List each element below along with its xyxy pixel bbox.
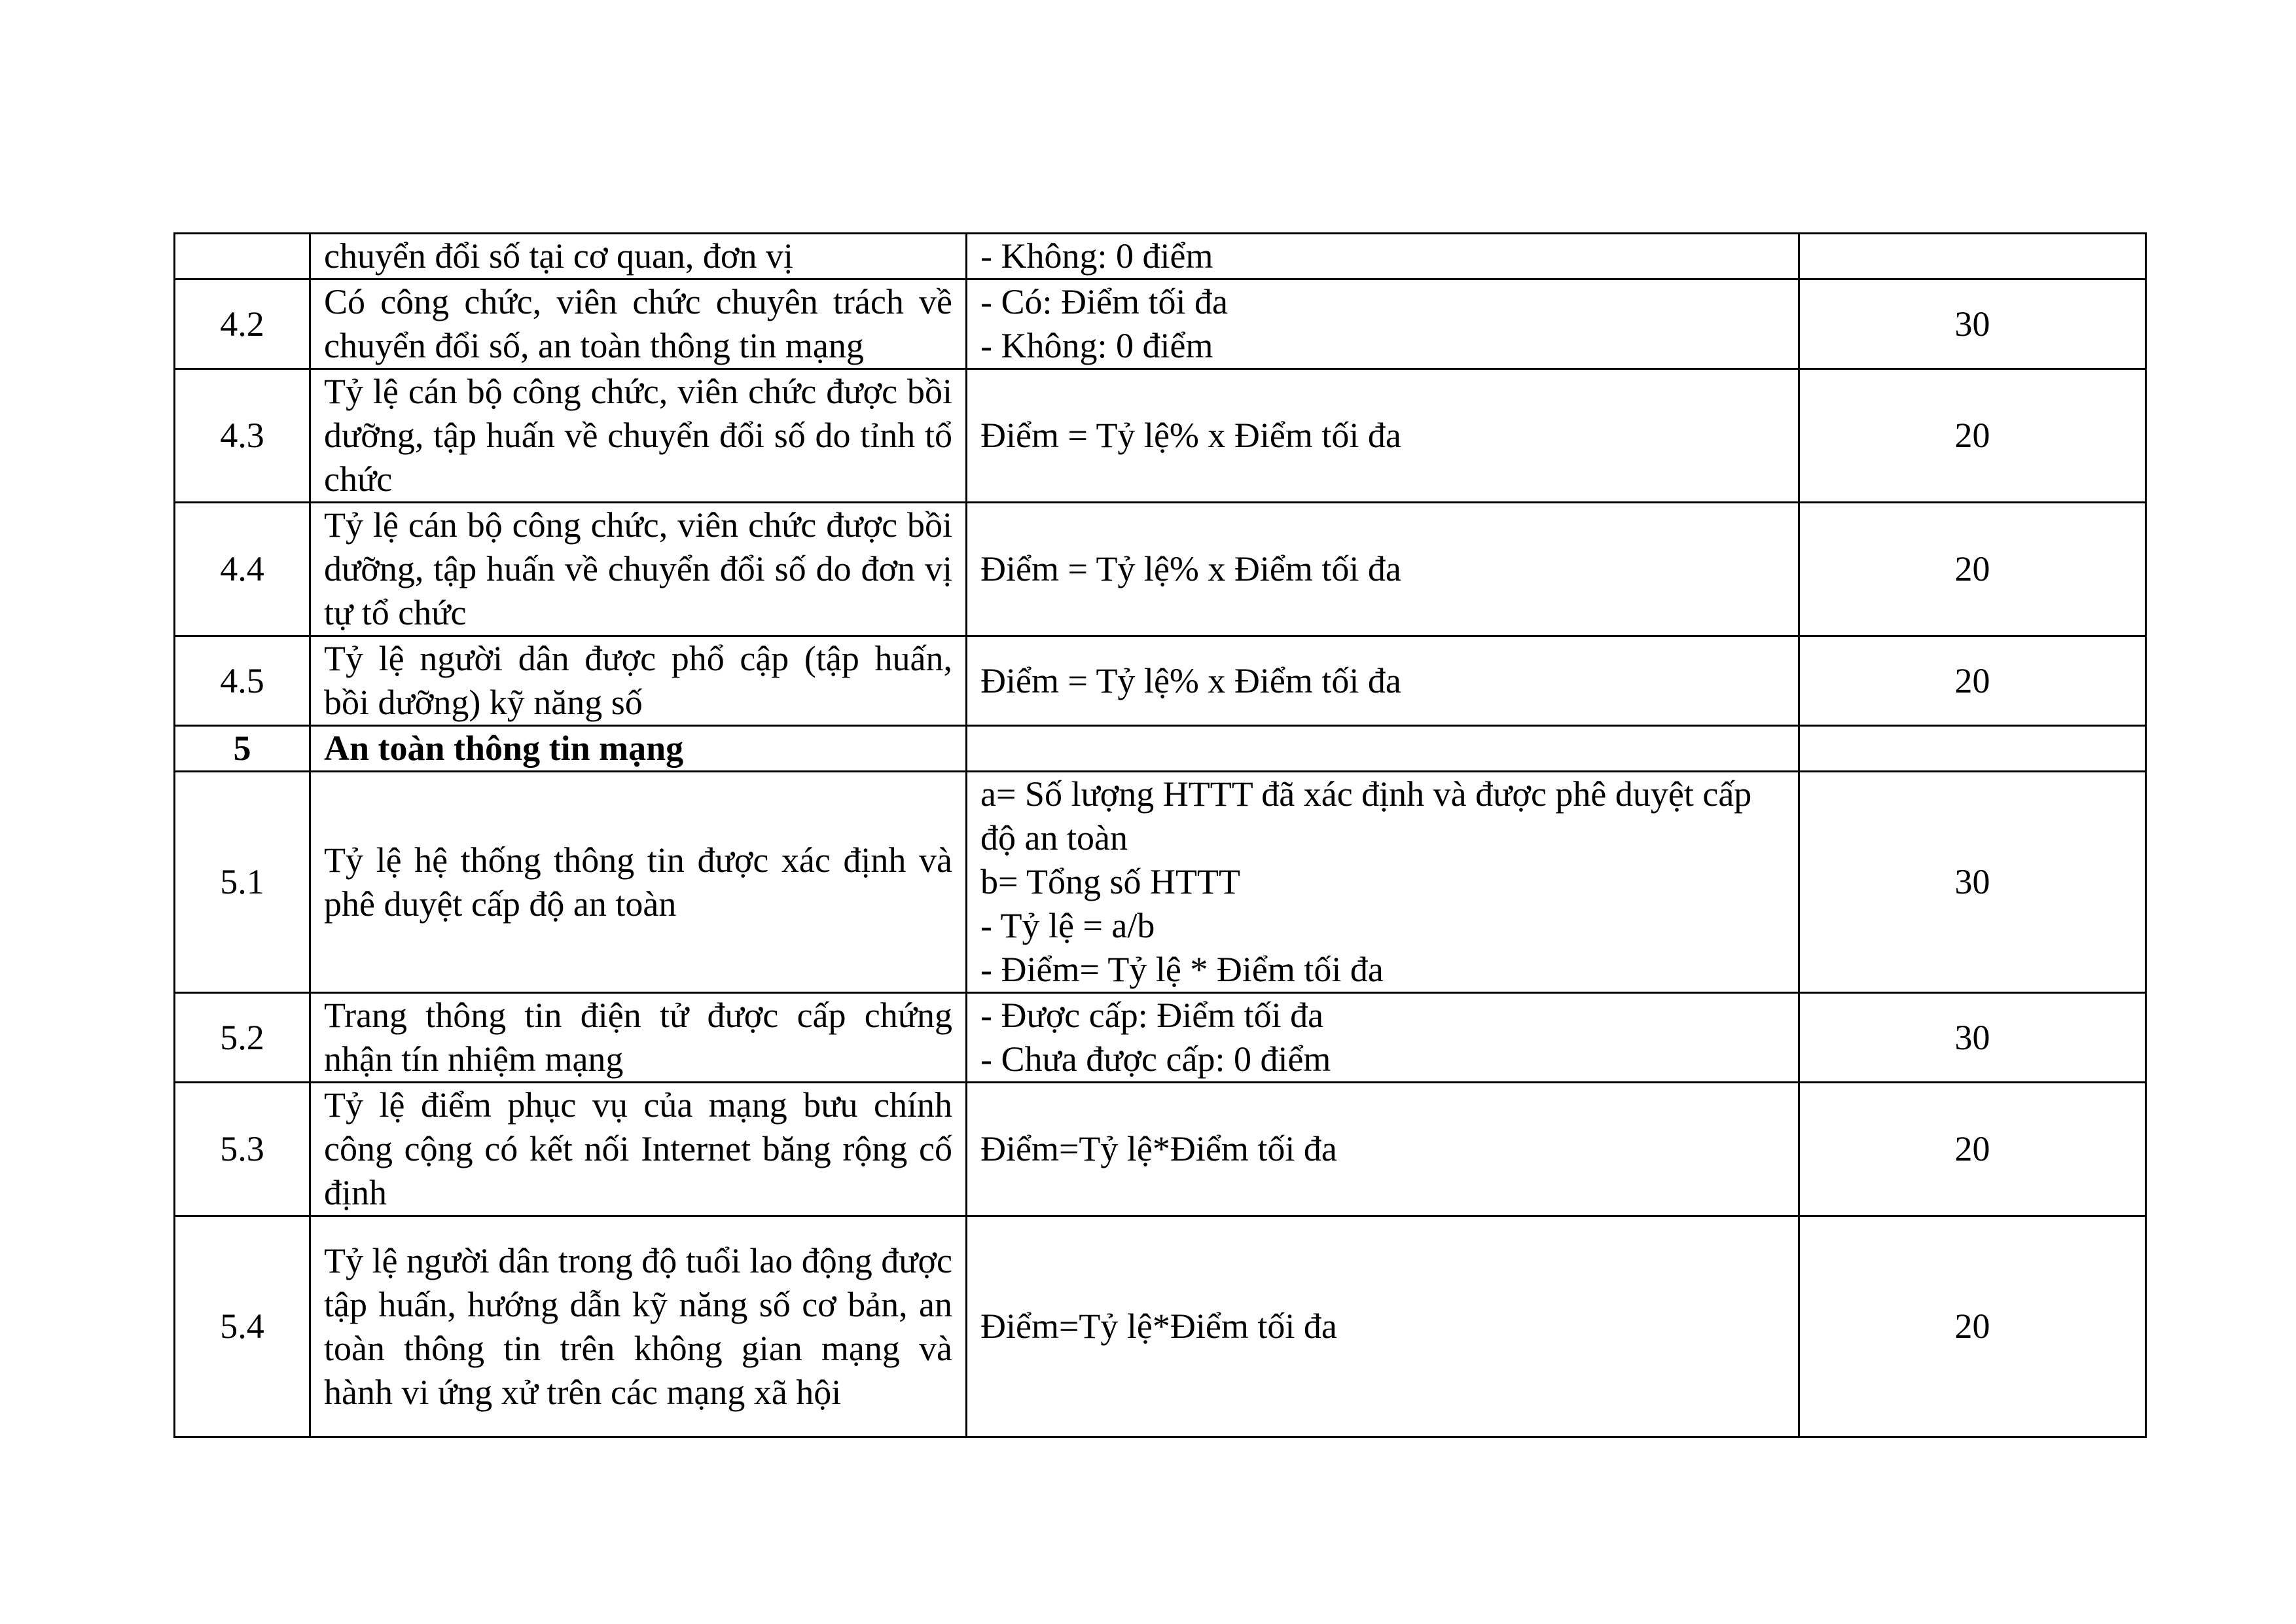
scoring-method: [967, 726, 1799, 772]
max-score: 20: [1799, 503, 2146, 636]
max-score: 20: [1799, 1083, 2146, 1216]
scoring-method: Điểm=Tỷ lệ*Điểm tối đa: [967, 1083, 1799, 1216]
criterion-name: chuyển đổi số tại cơ quan, đơn vị: [310, 234, 967, 280]
scoring-method: Điểm = Tỷ lệ% x Điểm tối đa: [967, 503, 1799, 636]
section-number: 5: [175, 726, 310, 772]
row-number: 5.3: [175, 1083, 310, 1216]
row-number: [175, 234, 310, 280]
criterion-name: Tỷ lệ cán bộ công chức, viên chức được bồi dưỡng, tập huấn về chuyển đổi số do tỉnh tổ chức: [310, 369, 967, 503]
table-row: [175, 280, 2146, 369]
row-number: 5.1: [175, 772, 310, 993]
table-row: [175, 234, 2146, 280]
max-score: [1799, 726, 2146, 772]
row-number: 5.2: [175, 993, 310, 1083]
max-score: 20: [1799, 1216, 2146, 1437]
table-row: [175, 503, 2146, 636]
criterion-name: Tỷ lệ hệ thống thông tin được xác định và phê duyệt cấp độ an toàn: [310, 772, 967, 993]
criterion-name: Tỷ lệ người dân được phổ cập (tập huấn, bồi dưỡng) kỹ năng số: [310, 636, 967, 726]
table-row: [175, 636, 2146, 726]
row-number: 5.4: [175, 1216, 310, 1437]
table-row: [175, 772, 2146, 993]
section-row: [175, 726, 2146, 772]
max-score: 30: [1799, 993, 2146, 1083]
scoring-method: Điểm = Tỷ lệ% x Điểm tối đa: [967, 636, 1799, 726]
scoring-method: Điểm = Tỷ lệ% x Điểm tối đa: [967, 369, 1799, 503]
max-score: [1799, 234, 2146, 280]
criterion-name: Có công chức, viên chức chuyên trách về chuyển đổi số, an toàn thông tin mạng: [310, 280, 967, 369]
criterion-name: Tỷ lệ người dân trong độ tuổi lao động được tập huấn, hướng dẫn kỹ năng số cơ bản, an toàn thông tin trên không gian mạng và hành vi ứng xử trên các mạng xã hội: [310, 1216, 967, 1437]
scoring-method: - Không: 0 điểm: [967, 234, 1799, 280]
row-number: 4.2: [175, 280, 310, 369]
max-score: 20: [1799, 636, 2146, 726]
table-row: [175, 1216, 2146, 1437]
scoring-method: - Có: Điểm tối đa - Không: 0 điểm: [967, 280, 1799, 369]
table-row: [175, 1083, 2146, 1216]
criterion-name: Trang thông tin điện tử được cấp chứng nhận tín nhiệm mạng: [310, 993, 967, 1083]
scoring-method: a= Số lượng HTTT đã xác định và được phê duyệt cấp độ an toàn b= Tổng số HTTT - Tỷ lệ = a/b - Điểm= Tỷ lệ * Điểm tối đa: [967, 772, 1799, 993]
max-score: 30: [1799, 280, 2146, 369]
scoring-method: Điểm=Tỷ lệ*Điểm tối đa: [967, 1216, 1799, 1437]
criterion-name: Tỷ lệ điểm phục vụ của mạng bưu chính công cộng có kết nối Internet băng rộng cố định: [310, 1083, 967, 1216]
criteria-table-body: [175, 234, 2146, 1437]
row-number: 4.4: [175, 503, 310, 636]
max-score: 30: [1799, 772, 2146, 993]
section-title: An toàn thông tin mạng: [310, 726, 967, 772]
criteria-table: [173, 232, 2147, 1438]
max-score: 20: [1799, 369, 2146, 503]
row-number: 4.5: [175, 636, 310, 726]
row-number: 4.3: [175, 369, 310, 503]
scoring-method: - Được cấp: Điểm tối đa - Chưa được cấp: 0 điểm: [967, 993, 1799, 1083]
table-row: [175, 369, 2146, 503]
table-row: [175, 993, 2146, 1083]
criterion-name: Tỷ lệ cán bộ công chức, viên chức được bồi dưỡng, tập huấn về chuyển đổi số do đơn vị tự tổ chức: [310, 503, 967, 636]
